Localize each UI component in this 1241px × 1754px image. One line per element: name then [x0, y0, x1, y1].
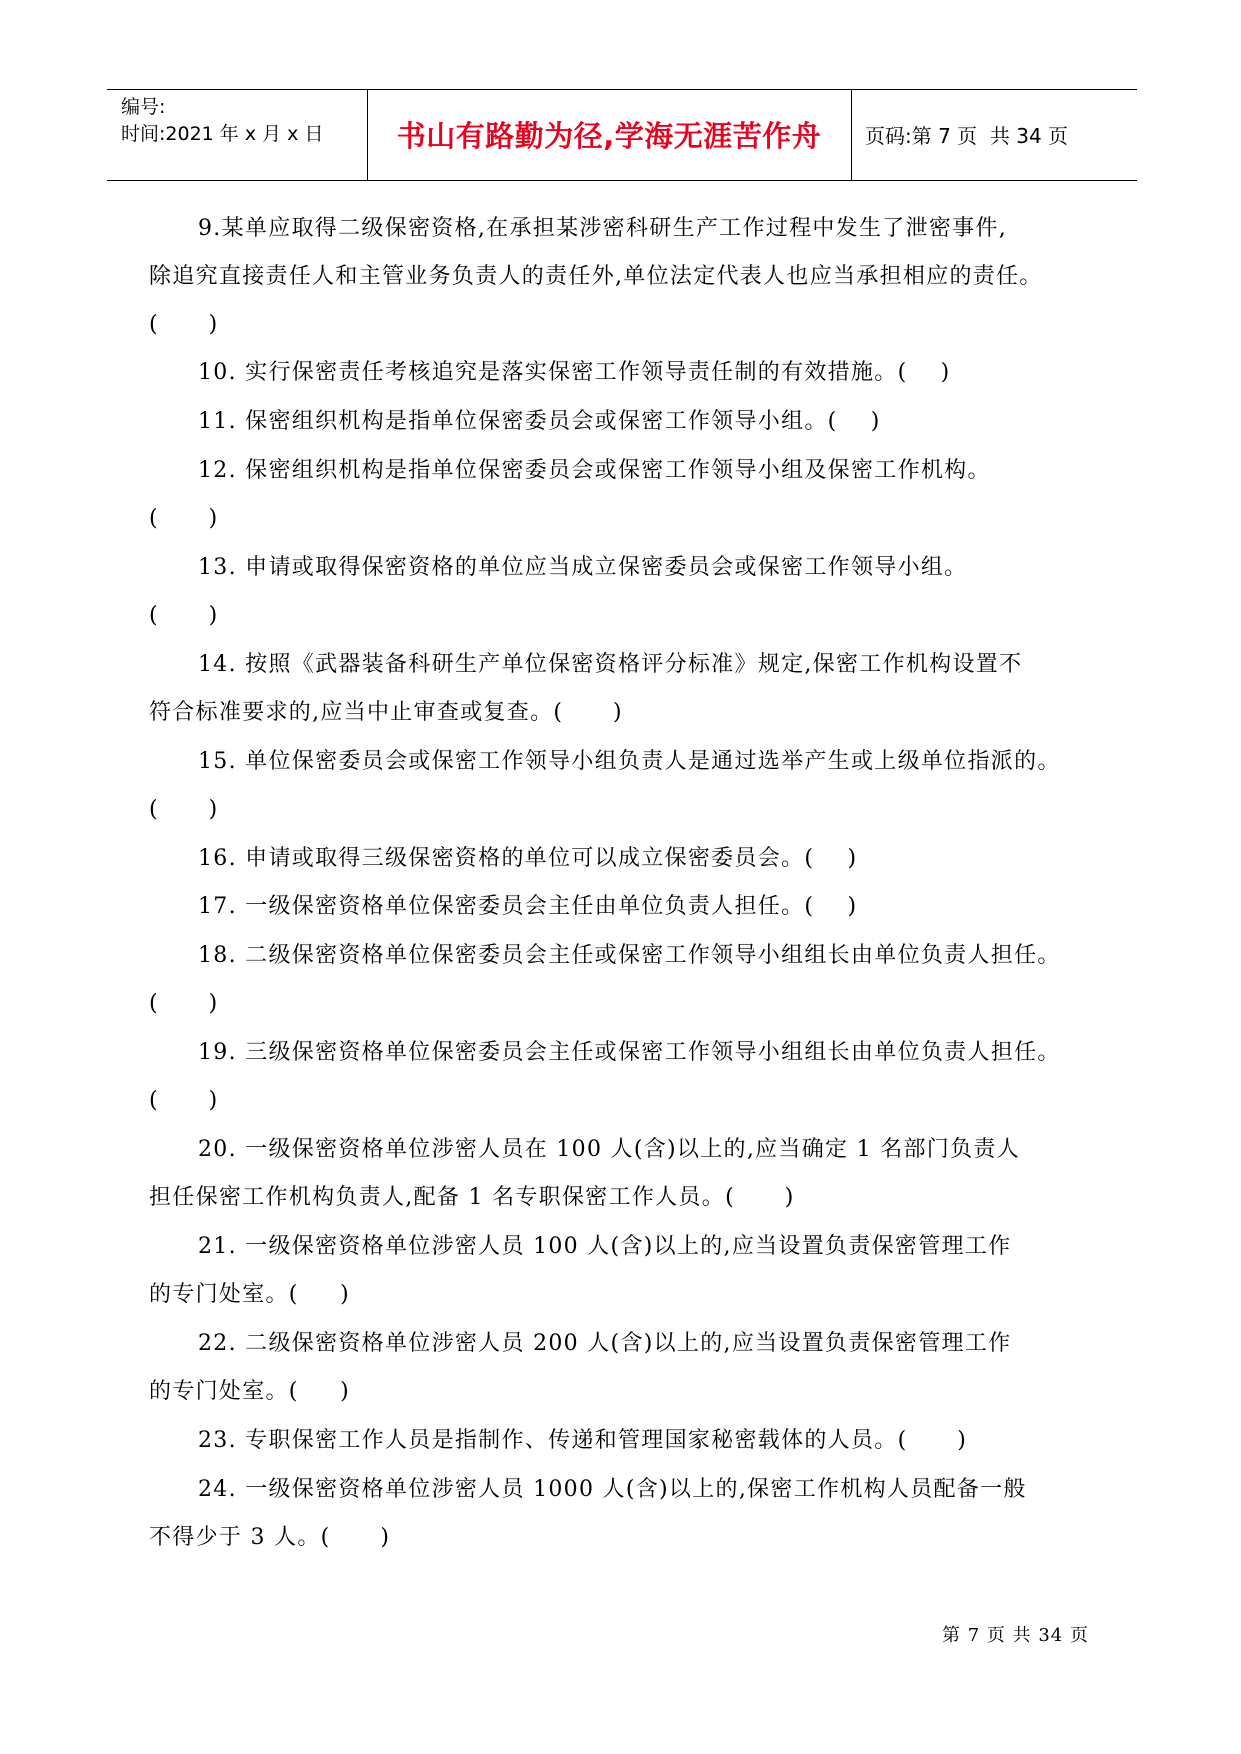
- text-line: 符合标准要求的,应当中止审查或复查。( ): [149, 700, 623, 725]
- text-line: 16. 申请或取得三级保密资格的单位可以成立保密委员会。( ): [198, 846, 858, 871]
- page-header: [107, 89, 1137, 181]
- text-line: ( ): [149, 312, 219, 337]
- text-line: 24. 一级保密资格单位涉密人员 1000 人(含)以上的,保密工作机构人员配备一般: [198, 1477, 1027, 1502]
- text-line: 22. 二级保密资格单位涉密人员 200 人(含)以上的,应当设置负责保密管理工作: [198, 1331, 1012, 1356]
- text-line: 10. 实行保密责任考核追究是落实保密工作领导责任制的有效措施。( ): [198, 360, 951, 385]
- page-footer: 第 7 页 共 34 页: [942, 1625, 1089, 1646]
- text-line: 18. 二级保密资格单位保密委员会主任或保密工作领导小组组长由单位负责人担任。: [198, 943, 1061, 968]
- header-motto: 书山有路勤为径,学海无涯苦作舟: [396, 118, 822, 153]
- text-line: 19. 三级保密资格单位保密委员会主任或保密工作领导小组组长由单位负责人担任。: [198, 1040, 1061, 1065]
- text-line: 除追究直接责任人和主管业务负责人的责任外,单位法定代表人也应当承担相应的责任。: [149, 264, 1043, 289]
- header-divider: [851, 90, 852, 180]
- text-line: 9.某单应取得二级保密资格,在承担某涉密科研生产工作过程中发生了泄密事件,: [198, 216, 1008, 241]
- text-line: 13. 申请或取得保密资格的单位应当成立保密委员会或保密工作领导小组。: [198, 555, 968, 580]
- text-line: 20. 一级保密资格单位涉密人员在 100 人(含)以上的,应当确定 1 名部门负责人: [198, 1137, 1021, 1162]
- text-line: 15. 单位保密委员会或保密工作领导小组负责人是通过选举产生或上级单位指派的。: [198, 749, 1061, 774]
- text-line: 的专门处室。( ): [149, 1282, 351, 1307]
- number-label: 编号:: [121, 96, 166, 118]
- text-line: ( ): [149, 991, 219, 1016]
- text-line: ( ): [149, 506, 219, 531]
- text-line: 11. 保密组织机构是指单位保密委员会或保密工作领导小组。( ): [198, 409, 881, 434]
- text-line: 12. 保密组织机构是指单位保密委员会或保密工作领导小组及保密工作机构。: [198, 458, 991, 483]
- text-line: 的专门处室。( ): [149, 1379, 351, 1404]
- text-line: 担任保密工作机构负责人,配备 1 名专职保密工作人员。( ): [149, 1185, 795, 1210]
- text-line: ( ): [149, 603, 219, 628]
- header-page-info: 页码:第 7 页 共 34 页: [865, 123, 1069, 148]
- text-line: ( ): [149, 1088, 219, 1113]
- text-line: 23. 专职保密工作人员是指制作、传递和管理国家秘密载体的人员。( ): [198, 1428, 968, 1453]
- text-line: 14. 按照《武器装备科研生产单位保密资格评分标准》规定,保密工作机构设置不: [198, 652, 1023, 677]
- time-label: 时间:2021 年 x 月 x 日: [121, 123, 324, 145]
- text-line: 21. 一级保密资格单位涉密人员 100 人(含)以上的,应当设置负责保密管理工作: [198, 1234, 1012, 1259]
- text-line: ( ): [149, 797, 219, 822]
- header-meta: [121, 94, 323, 148]
- text-line: 17. 一级保密资格单位保密委员会主任由单位负责人担任。( ): [198, 894, 858, 919]
- text-line: 不得少于 3 人。( ): [149, 1525, 391, 1550]
